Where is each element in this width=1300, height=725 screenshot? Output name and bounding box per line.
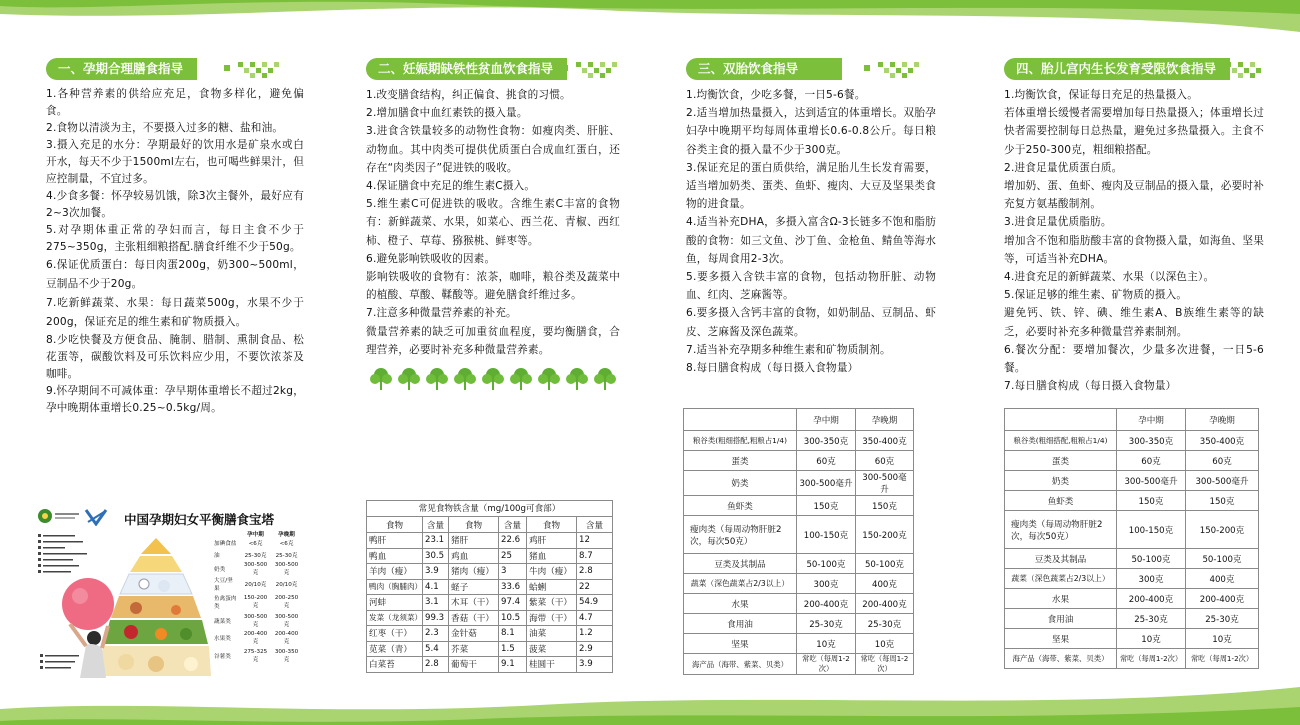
iron-col-header: 含量 [423,517,449,533]
meal-row-mid: 25-30克 [1117,609,1186,629]
guidance-item: 7.适当补充孕期多种维生素和矿物质制剂。 [686,343,891,356]
meal-row-late: 50-100克 [1186,549,1259,569]
guidance-item: 1.均衡饮食，保证每日充足的热量摄入。 [1004,89,1198,101]
meal-row-mid: 300克 [797,574,856,594]
iron-cell: 苋菜（青） [367,641,423,657]
section-title: 一、孕期合理膳食指导 [46,58,197,80]
section-title: 三、双胎饮食指导 [686,58,842,80]
table-row [367,548,613,564]
pyramid-row-name: 奶类 [214,567,226,573]
meal-row-name: 蛋类 [684,451,797,471]
checker-decoration [224,62,280,78]
iron-cell: 羊肉（瘦） [367,564,423,580]
section-header [46,58,304,80]
tree-decoration-row [370,367,620,391]
guidance-item: 避免钙、铁、锌、碘、维生素A、B族维生素等的缺乏，必要时补充多种微量营养素制剂。 [1004,307,1264,338]
meal-row-name: 海产品（海带、紫菜、贝类） [1005,649,1117,669]
iron-col-header: 含量 [577,517,613,533]
table-row [684,496,914,516]
iron-cell: 猪肉（瘦） [449,564,499,580]
daily-meal-table-fgr [1004,408,1259,669]
iron-cell: 99.3 [423,610,449,626]
pyramid-row-late: 300-500克 [274,614,299,628]
food-pyramid-graphic [36,530,306,680]
pyramid-col-mid: 孕中期 [247,532,264,538]
pyramid-row-name: 油 [214,553,220,559]
guidance-item: 3.保证充足的蛋白质供给，满足胎儿生长发育需要，适当增加奶类、蛋类、鱼虾、瘦肉、大豆及坚果类食物的进食量。 [686,161,936,211]
iron-cell: 3.1 [423,595,449,611]
meal-row-name: 水果 [1005,589,1117,609]
iron-cell: 2.3 [423,626,449,642]
iron-cell: 4.7 [577,610,613,626]
table-row [684,654,914,675]
panel-iron-anemia [366,58,620,391]
pyramid-row-late: 300-500克 [274,562,299,576]
guidance-list [686,86,936,377]
meal-row-name: 瘦肉类（每周动物肝脏2次，每次50克） [1005,511,1117,549]
meal-row-late: 400克 [856,574,914,594]
iron-cell: 蛏子 [449,579,499,595]
meal-row-mid: 50-100克 [1117,549,1186,569]
pyramid-row-late: 25-30克 [275,553,298,559]
table-row [367,579,613,595]
iron-cell: 蛤蜊 [527,579,577,595]
tree-icon [594,367,616,391]
table-row [1005,629,1259,649]
pyramid-row-mid: 25-30克 [244,553,267,559]
table-row [1005,511,1259,549]
table-row [367,657,613,673]
pyramid-row-mid: 200-400克 [243,631,268,645]
guidance-item: 5.对孕期体重正常的孕妇而言，每日主食不少于275~350g，主张粗细粮搭配.膳食纤维不少于50g。 [46,224,304,253]
meal-row-late: 25-30克 [856,614,914,634]
table-row [684,614,914,634]
meal-row-mid: 300-350克 [1117,431,1186,451]
guidance-item: 1.均衡饮食，少吃多餐，一日5-6餐。 [686,89,866,101]
guidance-item: 9.怀孕期间不可减体重：孕早期体重增长不超过2kg，孕中晚期体重增长0.25~0.5kg/周。 [46,385,304,414]
pyramid-row-late: 200-400克 [274,631,299,645]
pyramid-row-name: 谷薯类 [214,654,231,660]
iron-cell: 54.9 [577,595,613,611]
iron-cell: 鸭血 [367,548,423,564]
meal-row-name: 食用油 [684,614,797,634]
iron-content-table [366,500,613,673]
guidance-item: 6.避免影响铁吸收的因素。 [366,252,496,265]
meal-row-name: 坚果 [684,634,797,654]
pyramid-title: 中国孕期妇女平衡膳食宝塔 [124,512,275,527]
guidance-item: 3.进食足量优质脂肪。 [1004,216,1112,229]
meal-row-late: 350-400克 [1186,431,1259,451]
guidance-item: 5.维生素C可促进铁的吸收。含维生素C丰富的食物有：新鲜蔬菜、水果，如菜心、西兰花、青椒、西红柿、橙子、草莓、猕猴桃、鲜枣等。 [366,198,620,247]
iron-cell: 10.5 [499,610,527,626]
meal-row-late: 25-30克 [1186,609,1259,629]
meal-row-name: 海产品（海带、紫菜、贝类） [684,654,797,675]
guidance-item: 3.摄入充足的水分：孕期最好的饮用水是矿泉水或白开水，每天不少于1500ml左右，也可喝些鲜果汁，但应控制量，不宜过多。 [46,139,304,185]
meal-row-mid: 10克 [797,634,856,654]
table-row [1005,451,1259,471]
guidance-item: 5.要多摄入含铁丰富的食物，包括动物肝脏、动物血、红肉、芝麻酱等。 [686,271,936,302]
tree-icon [482,367,504,391]
iron-cell: 2.9 [577,641,613,657]
table-row [684,431,914,451]
meal-row-late: 200-400克 [856,594,914,614]
guidance-item: 增加奶、蛋、鱼虾、瘦肉及豆制品的摄入量，必要时补充复方氨基酸制剂。 [1004,180,1264,211]
iron-cell: 牛肉（瘦） [527,564,577,580]
table-row [684,451,914,471]
meal-row-late: 常吃（每周1-2次） [856,654,914,675]
pyramid-row-late: <6克 [279,541,294,547]
iron-cell: 23.1 [423,533,449,549]
iron-cell: 白菜苔 [367,657,423,673]
iron-cell: 金针菇 [449,626,499,642]
iron-cell: 猪肝 [449,533,499,549]
iron-cell: 木耳（干） [449,595,499,611]
iron-cell: 香菇（干） [449,610,499,626]
meal-row-mid: 200-400克 [1117,589,1186,609]
iron-cell: 8.7 [577,548,613,564]
table-row [367,595,613,611]
iron-cell: 2.8 [423,657,449,673]
meal-row-mid: 常吃（每周1-2次） [1117,649,1186,669]
table-row [1005,431,1259,451]
tree-icon [426,367,448,391]
section-title: 二、妊娠期缺铁性贫血饮食指导 [366,58,567,80]
pyramid-row-mid: 20/10克 [244,582,267,588]
meal-row-late: 150-200克 [856,516,914,554]
guidance-item: 1.改变膳食结构，纠正偏食、挑食的习惯。 [366,89,571,101]
guidance-item: 微量营养素的缺乏可加重贫血程度，要均衡膳食，合理营养，必要时补充多种微量营养素。 [366,325,620,356]
meal-row-mid: 10克 [1117,629,1186,649]
meal-row-mid: 60克 [797,451,856,471]
iron-col-header: 食物 [449,517,499,533]
guidance-list [366,86,620,359]
meal-row-mid: 200-400克 [797,594,856,614]
meal-row-name: 蛋类 [1005,451,1117,471]
meal-row-mid: 300-350克 [797,431,856,451]
meal-col-late: 孕晚期 [856,409,914,431]
pyramid-row-name: 大豆/坚果 [214,578,233,592]
meal-row-name: 鱼虾类 [684,496,797,516]
meal-row-late: 10克 [1186,629,1259,649]
meal-row-mid: 50-100克 [797,554,856,574]
meal-col-mid: 孕中期 [797,409,856,431]
pyramid-row-mid: 300-500克 [243,614,268,628]
meal-row-late: 10克 [856,634,914,654]
iron-cell: 河蚌 [367,595,423,611]
table-row [1005,549,1259,569]
table-row [684,471,914,496]
iron-cell: 菠菜 [527,641,577,657]
guidance-item: 8.每日膳食构成（每日摄入食物量） [686,362,859,375]
guidance-item: 2.适当增加热量摄入，达到适宜的体重增长。双胎孕妇孕中晚期平均每周体重增长0.6-0.8公斤。每日粮谷类主食的摄入量不少于300克。 [686,107,936,156]
guidance-item: 5.保证足够的维生素、矿物质的摄入。 [1004,289,1188,302]
iron-table-title: 常见食物铁含量（mg/100g可食部） [366,500,613,516]
meal-row-name: 坚果 [1005,629,1117,649]
iron-cell: 9.1 [499,657,527,673]
meal-row-name: 豆类及其制品 [684,554,797,574]
iron-cell: 8.1 [499,626,527,642]
meal-row-late: 150-200克 [1186,511,1259,549]
table-row [367,610,613,626]
meal-row-name: 食用油 [1005,609,1117,629]
iron-cell: 22 [577,579,613,595]
tree-icon [454,367,476,391]
meal-row-late: 50-100克 [856,554,914,574]
table-row [1005,609,1259,629]
meal-row-name: 粮谷类(粗细搭配,粗粮占1/4) [1005,431,1117,451]
pyramid-row-late: 300-350克 [274,649,299,663]
table-row [684,516,914,554]
table-row [1005,491,1259,511]
checker-decoration [562,62,618,78]
meal-row-late: 150克 [856,496,914,516]
meal-row-mid: 25-30克 [797,614,856,634]
iron-col-header: 含量 [499,517,527,533]
iron-cell: 12 [577,533,613,549]
meal-row-late: 300-500毫升 [856,471,914,496]
section-title: 四、胎儿宫内生长发育受限饮食指导 [1004,58,1230,80]
pyramid-row-name: 加碘食盐 [214,541,237,547]
meal-row-name: 蔬菜（深色蔬菜占2/3以上） [684,574,797,594]
pyramid-legend-table [212,530,302,666]
table-row [684,574,914,594]
pyramid-row-name: 鱼禽蛋肉类 [214,596,237,610]
panel-fgr-diet [1004,58,1264,395]
pyramid-row-mid: <6克 [248,541,263,547]
iron-cell: 4.1 [423,579,449,595]
panel-prenatal-diet [46,58,304,417]
meal-row-late: 常吃（每周1-2次） [1186,649,1259,669]
guidance-list [46,86,304,417]
guidance-item: 7.吃新鲜蔬菜、水果：每日蔬菜500g，水果不少于200g，保证充足的维生素和矿物质摄入。 [46,297,304,328]
table-row [684,634,914,654]
iron-cell: 5.4 [423,641,449,657]
guidance-item: 2.增加膳食中血红素铁的摄入量。 [366,107,528,120]
pyramid-row-late: 20/10克 [275,582,298,588]
daily-meal-table-twins [683,408,914,675]
pyramid-row-mid: 150-200克 [243,595,268,609]
iron-col-header: 食物 [527,517,577,533]
iron-cell: 芥菜 [449,641,499,657]
guidance-item: 3.进食含铁量较多的动物性食物：如瘦肉类、肝脏、动物血。其中肉类可提供优质蛋白合成血红蛋白，还存在“肉类因子”促进铁的吸收。 [366,125,620,174]
iron-cell: 发菜（龙须菜） [367,610,423,626]
iron-cell: 猪血 [527,548,577,564]
meal-row-mid: 100-150克 [797,516,856,554]
iron-cell: 鸡肝 [527,533,577,549]
iron-cell: 鸭肝 [367,533,423,549]
meal-row-late: 200-400克 [1186,589,1259,609]
meal-row-name: 蔬菜（深色蔬菜占2/3以上） [1005,569,1117,589]
pyramid-row-mid: 275-325克 [243,649,268,663]
meal-row-mid: 常吃（每周1-2次） [797,654,856,675]
tree-icon [510,367,532,391]
table-row [367,533,613,549]
guidance-item: 2.进食足量优质蛋白质。 [1004,161,1123,174]
meal-col-late: 孕晚期 [1186,409,1259,431]
table-row [684,554,914,574]
table-row [1005,471,1259,491]
meal-row-late: 300-500毫升 [1186,471,1259,491]
meal-row-name: 奶类 [1005,471,1117,491]
section-header [686,58,936,80]
panel-twin-diet [686,58,936,377]
iron-cell: 油菜 [527,626,577,642]
iron-col-header: 食物 [367,517,423,533]
top-wave-decoration [0,0,1300,50]
section-header [366,58,620,80]
iron-cell: 3.9 [577,657,613,673]
iron-cell: 海带（干） [527,610,577,626]
guidance-item: 4.保证膳食中充足的维生素C摄入。 [366,180,536,193]
table-row [1005,569,1259,589]
tree-icon [538,367,560,391]
iron-cell: 桂圆干 [527,657,577,673]
table-row [1005,589,1259,609]
pyramid-col-late: 孕晚期 [278,532,295,538]
table-row [1005,649,1259,669]
pyramid-row-late: 200-250克 [274,595,299,609]
meal-row-mid: 150克 [797,496,856,516]
guidance-item: 6.要多摄入含钙丰富的食物，如奶制品、豆制品、虾皮、芝麻酱及深色蔬菜。 [686,307,936,338]
iron-cell: 红枣（干） [367,626,423,642]
pyramid-logo [36,506,120,526]
iron-cell: 3 [499,564,527,580]
guidance-item: 6.餐次分配：要增加餐次，少量多次进餐，一日5-6餐。 [1004,343,1264,375]
iron-cell: 鸡血 [449,548,499,564]
meal-row-name: 水果 [684,594,797,614]
table-row [684,594,914,614]
guidance-item: 4.少食多餐：怀孕较易饥饿，除3次主餐外，最好应有2~3次加餐。 [46,190,304,219]
guidance-item: 8.少吃快餐及方便食品、腌制、腊制、熏制食品、松花蛋等，碳酸饮料及可乐饮料应少用，不要饮浓茶及咖啡。 [46,334,304,380]
meal-row-name: 粮谷类(粗细搭配,粗粮占1/4) [684,431,797,451]
meal-row-late: 150克 [1186,491,1259,511]
guidance-item: 7.每日膳食构成（每日摄入食物量） [1004,380,1177,393]
guidance-item: 6.保证优质蛋白：每日肉蛋200g，奶300~500ml，豆制品不少于20g。 [46,259,304,290]
meal-row-mid: 300克 [1117,569,1186,589]
iron-cell: 33.6 [499,579,527,595]
meal-row-mid: 300-500毫升 [1117,471,1186,491]
meal-row-late: 400克 [1186,569,1259,589]
pyramid-row-name: 水果类 [214,636,231,642]
iron-cell: 3.9 [423,564,449,580]
pyramid-row-mid: 300-500克 [243,562,268,576]
iron-cell: 30.5 [423,548,449,564]
iron-cell: 鸭肉（胸脯肉） [367,579,423,595]
iron-cell: 1.2 [577,626,613,642]
checker-decoration [864,62,920,78]
meal-row-mid: 60克 [1117,451,1186,471]
tree-icon [398,367,420,391]
tree-icon [370,367,392,391]
guidance-item: 2.食物以清淡为主，不要摄入过多的糖、盐和油。 [46,122,284,134]
guidance-item: 若体重增长缓慢者需要增加每日热量摄入；体重增长过快者需要控制每日总热量，避免过多热量摄入。主食不少于250-300克，粗细粮搭配。 [1004,107,1264,156]
guidance-item: 4.适当补充DHA，多摄入富含Ω-3长链多不饱和脂肪酸的食物：如三文鱼、沙丁鱼、金枪鱼、鲭鱼等海水鱼，每周食用2-3次。 [686,216,936,265]
meal-row-mid: 300-500毫升 [797,471,856,496]
iron-table [366,516,613,673]
iron-cell: 2.8 [577,564,613,580]
iron-cell: 1.5 [499,641,527,657]
meal-row-name: 瘦肉类（每周动物肝脏2次，每次50克） [684,516,797,554]
iron-cell: 97.4 [499,595,527,611]
meal-row-mid: 100-150克 [1117,511,1186,549]
meal-row-name: 豆类及其制品 [1005,549,1117,569]
meal-row-late: 350-400克 [856,431,914,451]
iron-cell: 25 [499,548,527,564]
table-row [367,626,613,642]
iron-cell: 葡萄干 [449,657,499,673]
guidance-item: 7.注意多种微量营养素的补充。 [366,307,517,320]
checker-decoration [1226,62,1266,78]
pyramid-row-name: 蔬菜类 [214,619,231,625]
pyramid-image [36,530,211,680]
table-row [367,641,613,657]
guidance-list [1004,86,1264,395]
meal-col-mid: 孕中期 [1117,409,1186,431]
guidance-item: 4.进食充足的新鲜蔬菜、水果（以深色主）。 [1004,271,1215,284]
meal-row-name: 奶类 [684,471,797,496]
meal-row-mid: 150克 [1117,491,1186,511]
iron-cell: 22.6 [499,533,527,549]
iron-cell: 紫菜（干） [527,595,577,611]
table-row [367,564,613,580]
guidance-item: 1.各种营养素的供给应充足，食物多样化，避免偏食。 [46,88,304,117]
section-header [1004,58,1264,80]
meal-row-late: 60克 [856,451,914,471]
meal-row-name: 鱼虾类 [1005,491,1117,511]
meal-row-late: 60克 [1186,451,1259,471]
guidance-item: 增加含不饱和脂肪酸丰富的食物摄入量，如海鱼、坚果等，可适当补充DHA。 [1004,234,1264,265]
tree-icon [566,367,588,391]
guidance-item: 影响铁吸收的食物有：浓茶，咖啡，粮谷类及蔬菜中的植酸、草酸、鞣酸等。避免膳食纤维过多。 [366,271,620,302]
